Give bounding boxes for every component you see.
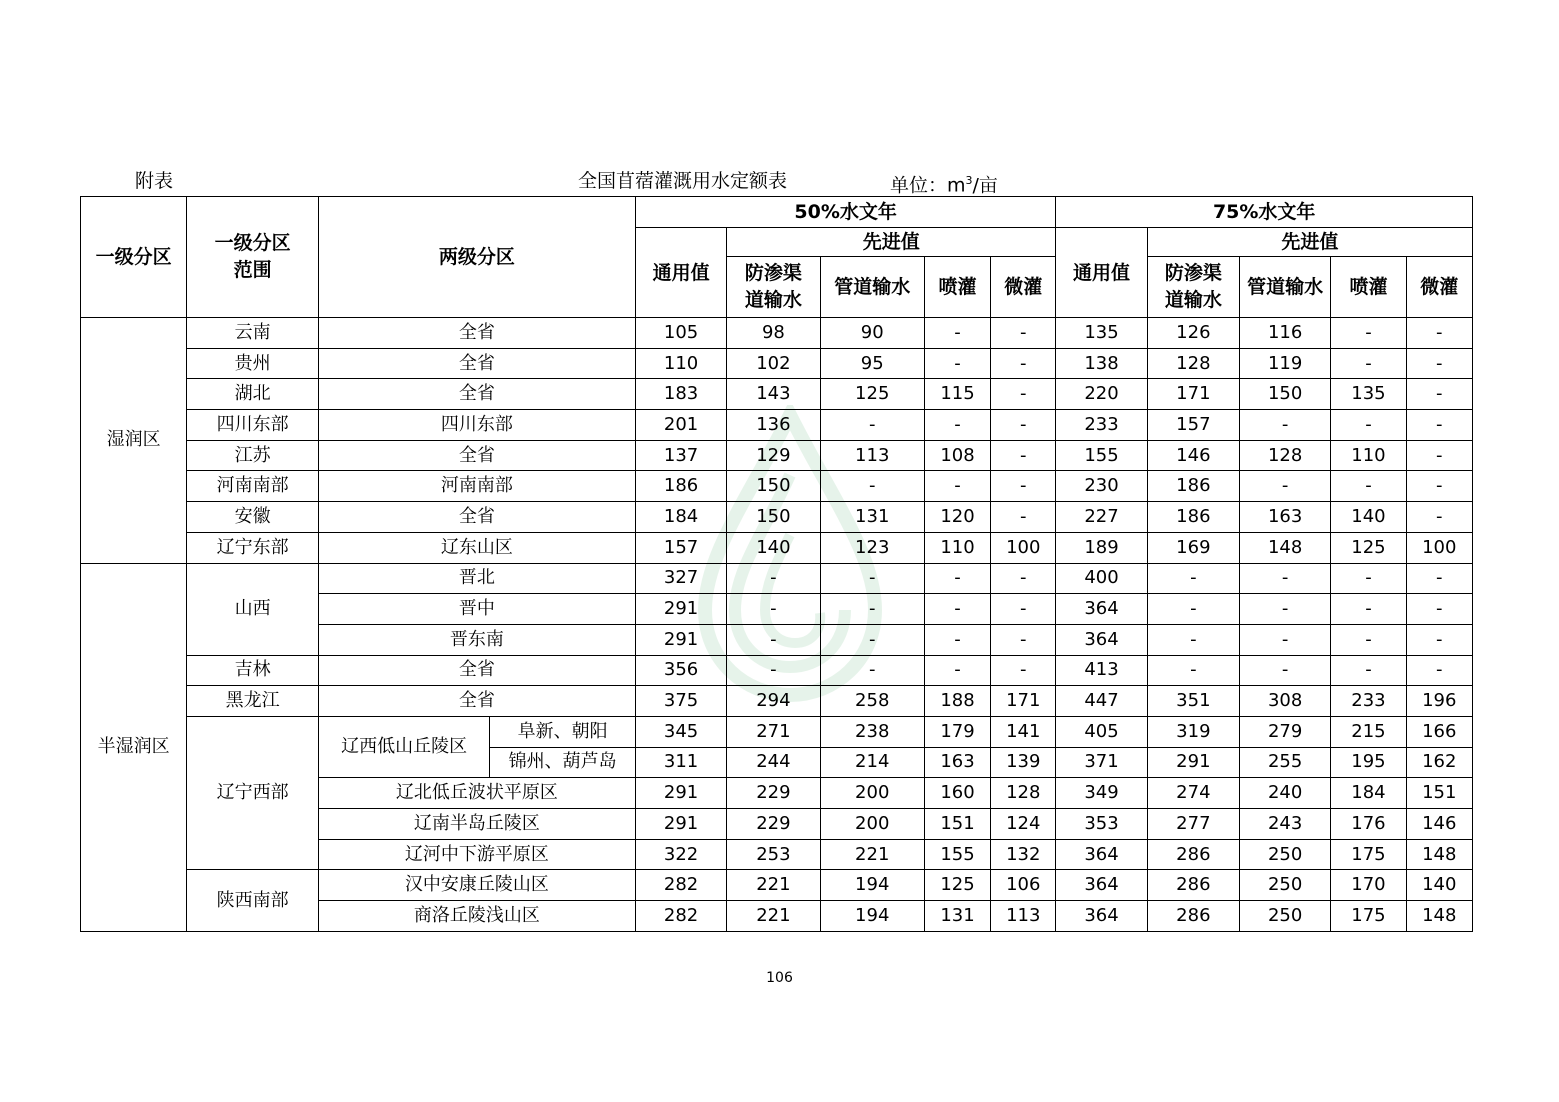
table-row (81, 318, 1473, 349)
irrigation-quota-table (80, 196, 1473, 932)
header-year50: 50%水文年 (635, 197, 1055, 228)
zone2-cell: 辽河中下游平原区 (318, 839, 635, 870)
value-cell: 279 (1240, 716, 1331, 747)
value-cell: 150 (727, 471, 820, 502)
value-cell: 311 (635, 747, 726, 778)
value-cell: 151 (924, 809, 990, 840)
value-cell: 148 (1406, 901, 1472, 932)
header-advanced-50: 先进值 (727, 228, 1056, 257)
value-cell: 98 (727, 318, 820, 349)
value-cell: 116 (1240, 318, 1331, 349)
value-cell: 162 (1406, 747, 1472, 778)
value-cell: 351 (1147, 686, 1239, 717)
value-cell: 196 (1406, 686, 1472, 717)
value-cell: 131 (924, 901, 990, 932)
value-cell: 189 (1056, 532, 1147, 563)
value-cell: - (991, 410, 1056, 441)
value-cell: 214 (820, 747, 924, 778)
value-cell: 238 (820, 716, 924, 747)
value-cell: - (1331, 594, 1406, 625)
value-cell: - (991, 440, 1056, 471)
value-cell: - (820, 624, 924, 655)
zone2-cell: 晋北 (318, 563, 635, 594)
value-cell: 110 (635, 348, 726, 379)
value-cell: 186 (1147, 502, 1239, 533)
value-cell: 113 (991, 901, 1056, 932)
value-cell: 364 (1056, 839, 1147, 870)
zone2-cell: 全省 (318, 686, 635, 717)
table-row (81, 440, 1473, 471)
value-cell: - (1331, 471, 1406, 502)
value-cell: 166 (1406, 716, 1472, 747)
value-cell: 274 (1147, 778, 1239, 809)
header-seepage-50: 防渗渠 道输水 (727, 257, 820, 318)
value-cell: 201 (635, 410, 726, 441)
value-cell: - (1331, 410, 1406, 441)
value-cell: 291 (635, 809, 726, 840)
value-cell: 291 (635, 624, 726, 655)
value-cell: - (1331, 318, 1406, 349)
zone2-cell: 汉中安康丘陵山区 (318, 870, 635, 901)
value-cell: 169 (1147, 532, 1239, 563)
zone2-cell: 全省 (318, 502, 635, 533)
value-cell: 253 (727, 839, 820, 870)
value-cell: 157 (635, 532, 726, 563)
value-cell: - (1240, 471, 1331, 502)
zone2-cell: 辽东山区 (318, 532, 635, 563)
value-cell: 291 (635, 778, 726, 809)
value-cell: - (924, 471, 990, 502)
unit-label: 单位：$m^3/$亩 (890, 174, 998, 197)
value-cell: 100 (1406, 532, 1472, 563)
value-cell: - (991, 348, 1056, 379)
value-cell: 135 (1331, 379, 1406, 410)
value-cell: 250 (1240, 839, 1331, 870)
value-cell: - (1406, 471, 1472, 502)
value-cell: 125 (820, 379, 924, 410)
value-cell: 277 (1147, 809, 1239, 840)
value-cell: - (1147, 624, 1239, 655)
zone1-cell: 湿润区 (81, 318, 187, 564)
header-year75: 75%水文年 (1056, 197, 1473, 228)
value-cell: 233 (1056, 410, 1147, 441)
value-cell: 90 (820, 318, 924, 349)
zone2-cell: 辽西低山丘陵区 (318, 716, 490, 777)
value-cell: 349 (1056, 778, 1147, 809)
value-cell: 128 (991, 778, 1056, 809)
value-cell: - (991, 624, 1056, 655)
table-row (81, 716, 1473, 747)
value-cell: 286 (1147, 839, 1239, 870)
value-cell: 184 (635, 502, 726, 533)
value-cell: 129 (727, 440, 820, 471)
value-cell: 244 (727, 747, 820, 778)
value-cell: - (991, 563, 1056, 594)
value-cell: - (991, 655, 1056, 686)
header-micro-75: 微灌 (1406, 257, 1472, 318)
value-cell: - (991, 471, 1056, 502)
value-cell: 221 (820, 839, 924, 870)
value-cell: 123 (820, 532, 924, 563)
value-cell: - (1406, 594, 1472, 625)
table-row (81, 870, 1473, 901)
value-cell: 364 (1056, 624, 1147, 655)
value-cell: 140 (1406, 870, 1472, 901)
value-cell: 282 (635, 870, 726, 901)
value-cell: - (1240, 624, 1331, 655)
value-cell: 120 (924, 502, 990, 533)
range-cell: 河南南部 (187, 471, 318, 502)
value-cell: 110 (924, 532, 990, 563)
value-cell: 157 (1147, 410, 1239, 441)
value-cell: 179 (924, 716, 990, 747)
value-cell: - (924, 348, 990, 379)
value-cell: 126 (1147, 318, 1239, 349)
value-cell: 106 (991, 870, 1056, 901)
appendix-label: 附表 (135, 170, 174, 192)
value-cell: 400 (1056, 563, 1147, 594)
value-cell: 148 (1406, 839, 1472, 870)
value-cell: - (991, 594, 1056, 625)
value-cell: 146 (1406, 809, 1472, 840)
value-cell: 100 (991, 532, 1056, 563)
table-row (81, 655, 1473, 686)
value-cell: 322 (635, 839, 726, 870)
header-sprinkler-75: 喷灌 (1331, 257, 1406, 318)
value-cell: - (1240, 655, 1331, 686)
range-cell: 辽宁东部 (187, 532, 318, 563)
value-cell: 128 (1147, 348, 1239, 379)
value-cell: 151 (1406, 778, 1472, 809)
range-cell: 黑龙江 (187, 686, 318, 717)
value-cell: 140 (727, 532, 820, 563)
value-cell: - (727, 563, 820, 594)
value-cell: - (1240, 594, 1331, 625)
table-row (81, 532, 1473, 563)
range-cell: 贵州 (187, 348, 318, 379)
value-cell: 447 (1056, 686, 1147, 717)
value-cell: - (820, 655, 924, 686)
zone2-cell: 全省 (318, 440, 635, 471)
value-cell: 291 (635, 594, 726, 625)
value-cell: - (1240, 563, 1331, 594)
value-cell: 308 (1240, 686, 1331, 717)
value-cell: 132 (991, 839, 1056, 870)
zone2-cell: 河南南部 (318, 471, 635, 502)
range-cell: 云南 (187, 318, 318, 349)
value-cell: 221 (727, 901, 820, 932)
value-cell: 131 (820, 502, 924, 533)
value-cell: 258 (820, 686, 924, 717)
value-cell: - (1147, 655, 1239, 686)
value-cell: - (924, 655, 990, 686)
value-cell: - (924, 594, 990, 625)
value-cell: 200 (820, 778, 924, 809)
zone2-cell: 辽北低丘波状平原区 (318, 778, 635, 809)
value-cell: - (727, 655, 820, 686)
value-cell: 171 (991, 686, 1056, 717)
value-cell: - (924, 410, 990, 441)
value-cell: 243 (1240, 809, 1331, 840)
value-cell: - (820, 410, 924, 441)
value-cell: - (1331, 563, 1406, 594)
value-cell: 250 (1240, 901, 1331, 932)
value-cell: 240 (1240, 778, 1331, 809)
value-cell: 128 (1240, 440, 1331, 471)
zone2-cell: 晋中 (318, 594, 635, 625)
value-cell: 105 (635, 318, 726, 349)
value-cell: 183 (635, 379, 726, 410)
value-cell: 286 (1147, 901, 1239, 932)
value-cell: 405 (1056, 716, 1147, 747)
value-cell: 229 (727, 809, 820, 840)
value-cell: 220 (1056, 379, 1147, 410)
value-cell: 95 (820, 348, 924, 379)
value-cell: 353 (1056, 809, 1147, 840)
value-cell: 136 (727, 410, 820, 441)
value-cell: 186 (1147, 471, 1239, 502)
value-cell: - (820, 563, 924, 594)
zone2-subarea-cell: 阜新、朝阳 (490, 716, 636, 747)
table-row (81, 686, 1473, 717)
value-cell: 195 (1331, 747, 1406, 778)
value-cell: 140 (1331, 502, 1406, 533)
value-cell: 327 (635, 563, 726, 594)
value-cell: 184 (1331, 778, 1406, 809)
zone1-cell: 半湿润区 (81, 563, 187, 931)
value-cell: 148 (1240, 532, 1331, 563)
table-row (81, 348, 1473, 379)
header-zone2: 两级分区 (318, 197, 635, 318)
value-cell: 146 (1147, 440, 1239, 471)
header-pipe-75: 管道输水 (1240, 257, 1331, 318)
value-cell: 155 (1056, 440, 1147, 471)
value-cell: - (1406, 318, 1472, 349)
header-sprinkler-50: 喷灌 (924, 257, 990, 318)
value-cell: 143 (727, 379, 820, 410)
value-cell: 271 (727, 716, 820, 747)
page-number: 106 (766, 970, 793, 986)
value-cell: 113 (820, 440, 924, 471)
value-cell: - (1147, 563, 1239, 594)
value-cell: 102 (727, 348, 820, 379)
value-cell: 215 (1331, 716, 1406, 747)
value-cell: 221 (727, 870, 820, 901)
value-cell: 115 (924, 379, 990, 410)
value-cell: - (924, 563, 990, 594)
value-cell: 108 (924, 440, 990, 471)
zone2-cell: 全省 (318, 655, 635, 686)
header-micro-50: 微灌 (991, 257, 1056, 318)
value-cell: - (1406, 655, 1472, 686)
value-cell: 137 (635, 440, 726, 471)
table-row (81, 410, 1473, 441)
value-cell: 319 (1147, 716, 1239, 747)
value-cell: - (1240, 410, 1331, 441)
table-row (81, 563, 1473, 594)
value-cell: 175 (1331, 901, 1406, 932)
range-cell: 四川东部 (187, 410, 318, 441)
zone2-cell: 四川东部 (318, 410, 635, 441)
value-cell: 291 (1147, 747, 1239, 778)
value-cell: 141 (991, 716, 1056, 747)
value-cell: 119 (1240, 348, 1331, 379)
value-cell: - (1406, 624, 1472, 655)
value-cell: 175 (1331, 839, 1406, 870)
value-cell: 188 (924, 686, 990, 717)
value-cell: 176 (1331, 809, 1406, 840)
value-cell: 255 (1240, 747, 1331, 778)
value-cell: - (991, 379, 1056, 410)
value-cell: 233 (1331, 686, 1406, 717)
value-cell: 150 (727, 502, 820, 533)
value-cell: 160 (924, 778, 990, 809)
value-cell: 230 (1056, 471, 1147, 502)
value-cell: 155 (924, 839, 990, 870)
value-cell: 194 (820, 901, 924, 932)
value-cell: - (924, 624, 990, 655)
value-cell: 163 (924, 747, 990, 778)
header-seepage-75: 防渗渠 道输水 (1147, 257, 1239, 318)
zone2-subarea-cell: 锦州、葫芦岛 (490, 747, 636, 778)
header-zone1-range: 一级分区 范围 (187, 197, 318, 318)
value-cell: - (1331, 655, 1406, 686)
value-cell: 375 (635, 686, 726, 717)
range-cell: 江苏 (187, 440, 318, 471)
header-advanced-75: 先进值 (1147, 228, 1472, 257)
value-cell: 139 (991, 747, 1056, 778)
value-cell: - (1331, 348, 1406, 379)
zone2-cell: 晋东南 (318, 624, 635, 655)
value-cell: - (1331, 624, 1406, 655)
range-cell: 湖北 (187, 379, 318, 410)
table-title: 全国苜蓿灌溉用水定额表 (578, 170, 788, 192)
value-cell: - (991, 318, 1056, 349)
zone2-cell: 全省 (318, 348, 635, 379)
value-cell: 282 (635, 901, 726, 932)
value-cell: 345 (635, 716, 726, 747)
value-cell: - (1147, 594, 1239, 625)
value-cell: - (1406, 440, 1472, 471)
value-cell: 250 (1240, 870, 1331, 901)
value-cell: 371 (1056, 747, 1147, 778)
table-row (81, 471, 1473, 502)
value-cell: 150 (1240, 379, 1331, 410)
value-cell: 163 (1240, 502, 1331, 533)
value-cell: 138 (1056, 348, 1147, 379)
header-general-75: 通用值 (1056, 228, 1147, 318)
value-cell: 186 (635, 471, 726, 502)
value-cell: 294 (727, 686, 820, 717)
value-cell: 364 (1056, 870, 1147, 901)
value-cell: - (820, 594, 924, 625)
value-cell: 125 (924, 870, 990, 901)
value-cell: 356 (635, 655, 726, 686)
range-cell: 陕西南部 (187, 870, 318, 931)
header-zone1: 一级分区 (81, 197, 187, 318)
header-pipe-50: 管道输水 (820, 257, 924, 318)
range-cell: 安徽 (187, 502, 318, 533)
value-cell: 229 (727, 778, 820, 809)
value-cell: - (924, 318, 990, 349)
value-cell: 194 (820, 870, 924, 901)
range-cell: 吉林 (187, 655, 318, 686)
value-cell: - (727, 594, 820, 625)
value-cell: - (1406, 563, 1472, 594)
value-cell: 364 (1056, 594, 1147, 625)
value-cell: 124 (991, 809, 1056, 840)
value-cell: - (991, 502, 1056, 533)
value-cell: - (727, 624, 820, 655)
value-cell: - (1406, 348, 1472, 379)
table-row (81, 502, 1473, 533)
value-cell: - (1406, 379, 1472, 410)
zone2-cell: 全省 (318, 318, 635, 349)
zone2-cell: 商洛丘陵浅山区 (318, 901, 635, 932)
value-cell: 171 (1147, 379, 1239, 410)
zone2-cell: 全省 (318, 379, 635, 410)
table-row (81, 379, 1473, 410)
value-cell: 413 (1056, 655, 1147, 686)
value-cell: 200 (820, 809, 924, 840)
value-cell: 110 (1331, 440, 1406, 471)
value-cell: 125 (1331, 532, 1406, 563)
value-cell: 135 (1056, 318, 1147, 349)
value-cell: 170 (1331, 870, 1406, 901)
value-cell: 364 (1056, 901, 1147, 932)
range-cell: 辽宁西部 (187, 716, 318, 869)
value-cell: - (820, 471, 924, 502)
value-cell: 227 (1056, 502, 1147, 533)
range-cell: 山西 (187, 563, 318, 655)
value-cell: - (1406, 410, 1472, 441)
header-general-50: 通用值 (635, 228, 726, 318)
value-cell: 286 (1147, 870, 1239, 901)
value-cell: - (1406, 502, 1472, 533)
zone2-cell: 辽南半岛丘陵区 (318, 809, 635, 840)
